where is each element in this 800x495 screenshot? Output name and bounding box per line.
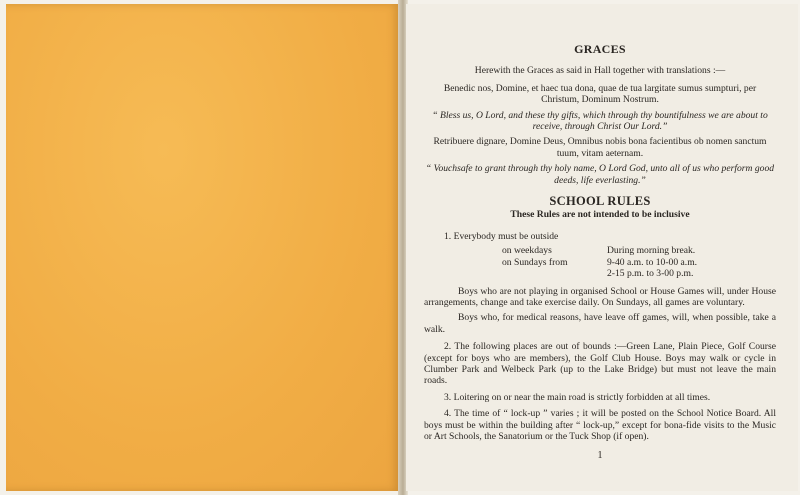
grace-english-1: “ Bless us, O Lord, and these thy gifts, which through thy bountifulness we are about to receive, through Christ Our Lord.” xyxy=(432,109,768,133)
times-label: on Sundays from xyxy=(502,256,568,268)
grace-english-2: “ Vouchsafe to grant through thy holy name, O Lord God, unto all of us who perform good deeds, life everlasting.” xyxy=(425,163,775,186)
rule-1-paragraph-2: Boys who, for medical reasons, have leave off games, will, when possible, take a walk. xyxy=(424,312,776,335)
grace-latin-2: Retribuere dignare, Domine Deus, Omnibus nobis bona facientibus ob nomen sanctum tuum, vitam aeternam. xyxy=(433,136,767,159)
rule-3: 3. Loitering on or near the main road is strictly forbidden at all times. xyxy=(444,391,711,403)
times-row xyxy=(424,257,776,268)
outside-times-table xyxy=(424,245,776,279)
times-label xyxy=(502,268,607,279)
times-row xyxy=(424,245,776,256)
times-value: 2-15 p.m. to 3-00 p.m. xyxy=(607,268,694,280)
rule-4: 4. The time of “ lock-up ” varies ; it will be posted on the School Notice Board. All boys must be within the building after “ lock-up,” except for bona-fide visits to the Music or Art Schools, the Sanatorium or the Tuck Shop (if open). xyxy=(424,408,776,442)
rule-1-intro: 1. Everybody must be outside xyxy=(444,230,559,242)
graces-intro: Herewith the Graces as said in Hall together with translations :— xyxy=(474,65,726,77)
times-value: 9-40 a.m. to 10-00 a.m. xyxy=(607,256,698,268)
blank-cover-page xyxy=(6,4,401,491)
rule-1-paragraph-1: Boys who are not playing in organised School or House Games will, under House arrangements, change and take exercise daily. On Sundays, all games are voluntary. xyxy=(424,285,776,308)
school-rules-heading: SCHOOL RULES xyxy=(549,194,651,209)
school-rules-subheading: These Rules are not intended to be inclusive xyxy=(510,209,690,221)
times-label: on weekdays xyxy=(502,245,552,257)
rule-2: 2. The following places are out of bounds :—Green Lane, Plain Piece, Golf Course (except for boys who are members), the Golf Club House. Boys may walk or cycle in Clumber Park and Welbeck Park (up to the Lake Bridge) but must not leave the main roads. xyxy=(424,341,776,387)
graces-heading: GRACES xyxy=(574,42,626,56)
times-row xyxy=(424,268,776,279)
page-content xyxy=(424,44,776,462)
grace-latin-1: Benedic nos, Domine, et haec tua dona, quae de tua largitate sumus sumpturi, per Christum, Dominum Nostrum. xyxy=(443,82,757,106)
times-value: During morning break. xyxy=(607,245,696,257)
page-number: 1 xyxy=(597,450,603,462)
text-page xyxy=(406,4,798,491)
